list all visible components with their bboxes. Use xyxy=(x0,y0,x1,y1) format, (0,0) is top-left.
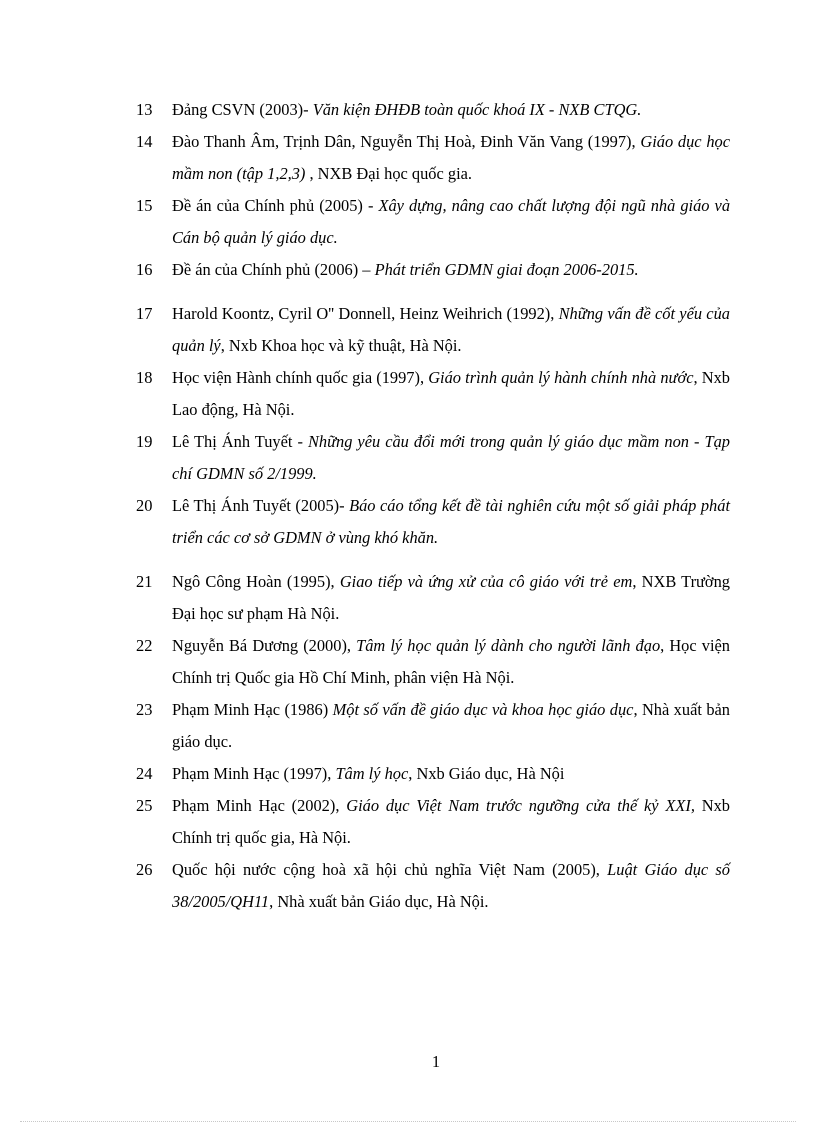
reference-item-15 xyxy=(136,190,730,254)
reference-text: Nguyễn Bá Dương (2000), Tâm lý học quản lý dành cho người lãnh đạo, Học viện Chính trị Quốc gia Hồ Chí Minh, phân viện Hà Nội. xyxy=(172,636,730,687)
reference-number: 19 xyxy=(136,432,153,451)
reference-number: 22 xyxy=(136,636,153,655)
reference-item-19 xyxy=(136,426,730,490)
page-bottom-divider xyxy=(20,1121,796,1122)
reference-text: Quốc hội nước cộng hoà xã hội chủ nghĩa Việt Nam (2005), Luật Giáo dục số 38/2005/QH11, Nhà xuất bản Giáo dục, Hà Nội. xyxy=(172,860,731,911)
reference-text: Lê Thị Ánh Tuyết - Những yêu cầu đổi mới trong quản lý giáo dục mầm non - Tạp chí GDMN số 2/1999. xyxy=(172,432,730,483)
reference-number: 18 xyxy=(136,368,153,387)
reference-text: Đào Thanh Âm, Trịnh Dân, Nguyễn Thị Hoà, Đinh Văn Vang (1997), Giáo dục học mầm non (tập 1,2,3) , NXB Đại học quốc gia. xyxy=(172,132,730,183)
page-number: 1 xyxy=(431,1052,441,1071)
reference-text: Đề án của Chính phủ (2006) – Phát triển GDMN giai đoạn 2006-2015. xyxy=(172,260,639,279)
reference-text: Đảng CSVN (2003)- Văn kiện ĐHĐB toàn quốc khoá IX - NXB CTQG. xyxy=(172,100,642,119)
reference-text: Học viện Hành chính quốc gia (1997), Giáo trình quản lý hành chính nhà nước, Nxb Lao động, Hà Nội. xyxy=(172,368,730,419)
reference-item-20 xyxy=(136,490,730,554)
reference-number: 20 xyxy=(136,496,153,515)
reference-number: 26 xyxy=(136,860,153,879)
reference-text: Phạm Minh Hạc (1997), Tâm lý học, Nxb Giáo dục, Hà Nội xyxy=(172,764,565,783)
reference-item-13 xyxy=(136,94,730,126)
reference-number: 17 xyxy=(136,304,153,323)
reference-number: 23 xyxy=(136,700,153,719)
reference-number: 14 xyxy=(136,132,153,151)
reference-number: 16 xyxy=(136,260,153,279)
reference-number: 25 xyxy=(136,796,153,815)
reference-item-24 xyxy=(136,758,730,790)
reference-text: Phạm Minh Hạc (2002), Giáo dục Việt Nam trước ngưỡng cửa thế kỷ XXI, Nxb Chính trị quốc gia, Hà Nội. xyxy=(172,796,730,847)
reference-number: 15 xyxy=(136,196,153,215)
reference-text: Ngô Công Hoàn (1995), Giao tiếp và ứng xử của cô giáo với trẻ em, NXB Trường Đại học sư phạm Hà Nội. xyxy=(172,572,730,623)
reference-number: 21 xyxy=(136,572,153,591)
reference-item-18 xyxy=(136,362,730,426)
reference-item-22 xyxy=(136,630,730,694)
reference-item-17 xyxy=(136,298,730,362)
reference-number: 24 xyxy=(136,764,153,783)
reference-text: Lê Thị Ánh Tuyết (2005)- Báo cáo tổng kết đề tài nghiên cứu một số giải pháp phát triển các cơ sở GDMN ở vùng khó khăn. xyxy=(172,496,731,547)
reference-item-16 xyxy=(136,254,730,286)
reference-list xyxy=(136,94,730,918)
reference-number: 13 xyxy=(136,100,153,119)
reference-item-23 xyxy=(136,694,730,758)
reference-item-26 xyxy=(136,854,730,918)
reference-text: Harold Koontz, Cyril O'' Donnell, Heinz Weihrich (1992), Những vấn đề cốt yếu của quản lý, Nxb Khoa học và kỹ thuật, Hà Nội. xyxy=(172,304,730,355)
reference-item-14 xyxy=(136,126,730,190)
reference-text: Phạm Minh Hạc (1986) Một số vấn đề giáo dục và khoa học giáo dục, Nhà xuất bản giáo dục. xyxy=(172,700,730,751)
reference-text: Đề án của Chính phủ (2005) - Xây dựng, nâng cao chất lượng đội ngũ nhà giáo và Cán bộ quản lý giáo dục. xyxy=(172,196,731,247)
reference-item-25 xyxy=(136,790,730,854)
reference-item-21 xyxy=(136,566,730,630)
